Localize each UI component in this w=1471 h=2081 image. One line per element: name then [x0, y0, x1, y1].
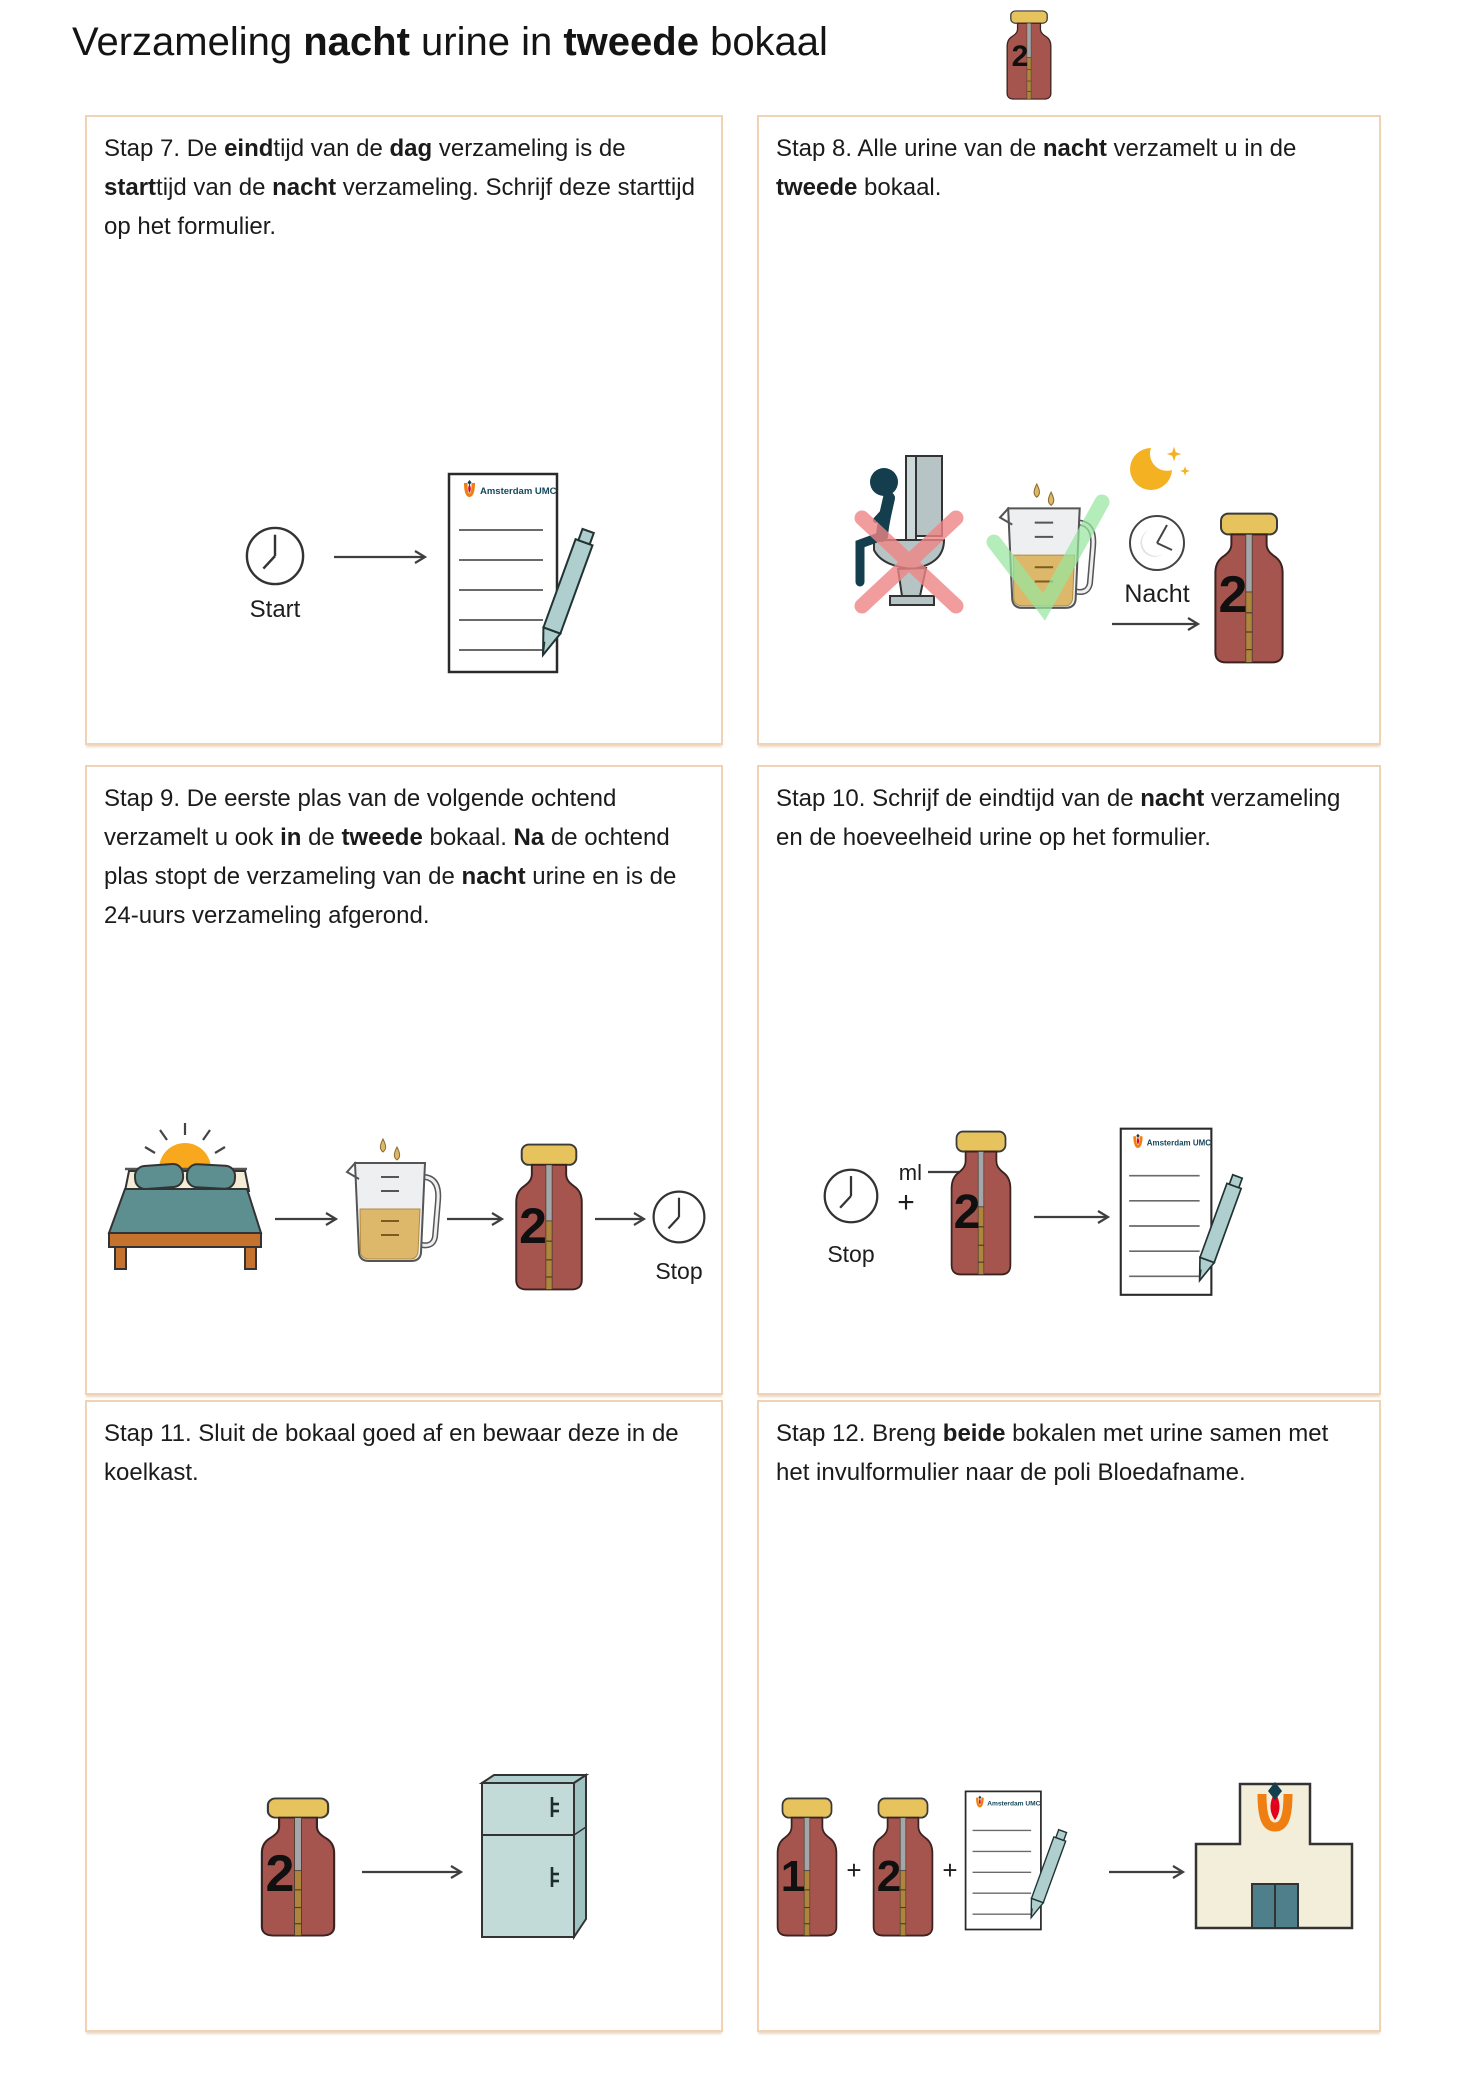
- arrow-right-icon: [1109, 1866, 1183, 1878]
- form-icon: [449, 474, 597, 672]
- step-10-text: Stap 10. Schrijf de eindtijd van de nacht verzameling en de hoeveelheid urine op het formulier.: [776, 785, 1341, 851]
- step-8-panel: [757, 115, 1381, 745]
- measuring-jug-icon: [347, 1139, 438, 1261]
- toilet-person-icon: [860, 456, 956, 606]
- jar-number: 2: [265, 1845, 295, 1903]
- form-icon: [1121, 1129, 1245, 1295]
- jar-2-icon: [874, 1798, 933, 1935]
- clock-start-icon: [247, 528, 303, 584]
- step-7-text: Stap 7. De eindtijd van de dag verzameling is de starttijd van de nacht verzameling. Schrijf deze starttijd op het formulier.: [104, 135, 695, 240]
- hospital-icon: [1196, 1782, 1352, 1928]
- step-11-panel: [85, 1400, 723, 2032]
- arrow-right-icon: [334, 551, 425, 563]
- plus-sign: +: [897, 1186, 915, 1219]
- form-icon: [966, 1791, 1069, 1929]
- step-9-panel: [85, 765, 723, 1395]
- jar-2-icon: [1215, 514, 1282, 663]
- plus-sign: +: [942, 1855, 958, 1885]
- jar-2-icon: [952, 1132, 1011, 1275]
- arrow-right-icon: [1034, 1211, 1108, 1223]
- jar-number: 1: [780, 1852, 806, 1901]
- bed-sunrise-icon: [109, 1123, 261, 1269]
- jar-1-icon: [778, 1798, 837, 1935]
- jar-2-icon: [516, 1145, 582, 1290]
- moon-icon: [1130, 447, 1190, 490]
- plus-sign: +: [846, 1855, 862, 1885]
- step-8-text: Stap 8. Alle urine van de nacht verzamelt u in de tweede bokaal.: [776, 135, 1297, 201]
- step-11-illustration: [247, 1767, 637, 1987]
- jar-number: 2: [1218, 566, 1248, 624]
- fridge-icon: [482, 1775, 586, 1937]
- step-7-panel: [85, 115, 723, 745]
- step-9-text: Stap 9. De eerste plas van de volgende ochtend verzamelt u ook in de tweede bokaal. Na de ochtend plas stopt de verzameling van de nacht urine en is de 24-uurs verzameling afgerond.: [104, 785, 677, 929]
- jar-number: 2: [953, 1186, 981, 1239]
- arrow-right-icon: [595, 1213, 644, 1225]
- nacht-label: Nacht: [1124, 580, 1190, 608]
- clock-night-icon: [1130, 516, 1184, 570]
- step-9-illustration: [95, 1107, 715, 1337]
- jar-number: 2: [519, 1198, 547, 1254]
- arrow-right-icon: [362, 1866, 461, 1878]
- ml-label: ml: [898, 1160, 922, 1185]
- clock-stop-icon: [825, 1170, 878, 1223]
- step-12-panel: [757, 1400, 1381, 2032]
- arrow-right-icon: [1112, 618, 1198, 630]
- step-12-text: Stap 12. Breng beide bokalen met urine samen met het invulformulier naar de poli Bloedafname.: [776, 1420, 1329, 1486]
- sun-icon: [145, 1123, 225, 1169]
- stop-label: Stop: [827, 1241, 875, 1267]
- jar-2-icon: [262, 1798, 334, 1935]
- page-title: Verzameling nacht urine in tweede bokaal: [72, 20, 828, 64]
- title-jar-2-icon: [1000, 8, 1060, 104]
- step-11-text: Stap 11. Sluit de bokaal goed af en bewaar deze in de koelkast.: [104, 1420, 679, 1486]
- clock-stop-icon: [654, 1192, 705, 1243]
- step-10-panel: [757, 765, 1381, 1395]
- jar-number: 2: [1011, 40, 1029, 73]
- start-label: Start: [249, 596, 301, 623]
- step-10-illustration: [794, 1112, 1384, 1347]
- arrow-right-icon: [275, 1213, 336, 1225]
- arrow-right-icon: [447, 1213, 502, 1225]
- stop-label: Stop: [655, 1258, 703, 1284]
- step-12-illustration: [764, 1772, 1379, 1987]
- step-8-illustration: [854, 442, 1304, 682]
- step-7-illustration: [232, 467, 602, 682]
- jar-number: 2: [876, 1852, 902, 1901]
